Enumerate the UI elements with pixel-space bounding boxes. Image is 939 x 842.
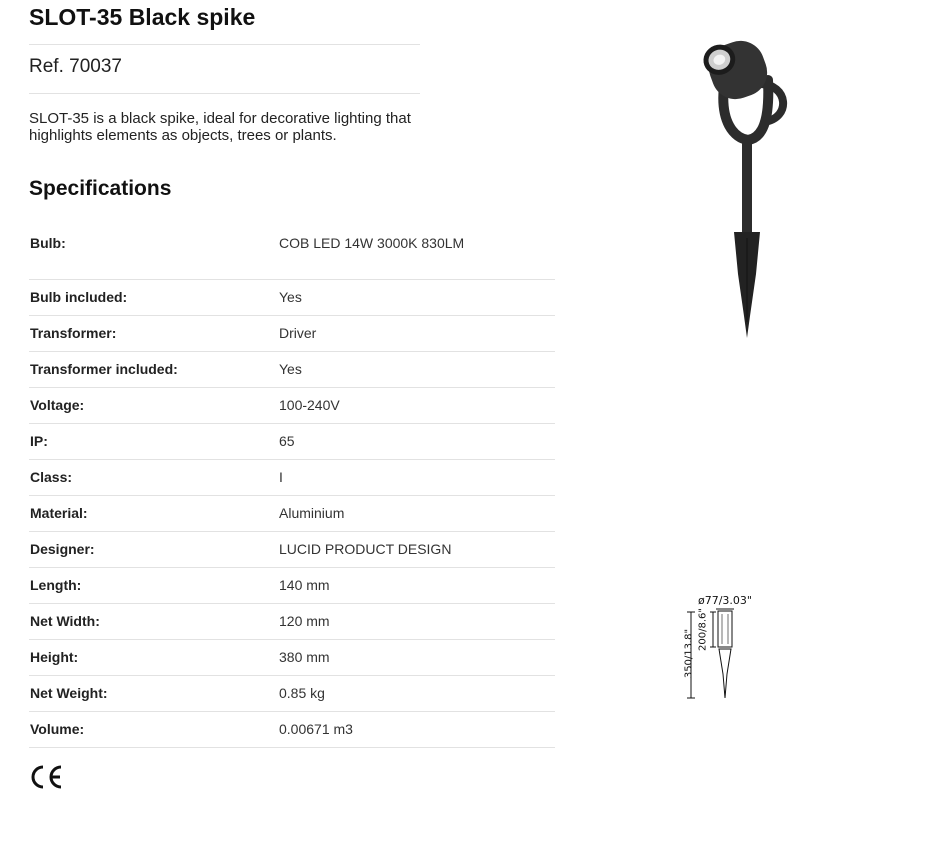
spec-label: Transformer included:	[30, 361, 178, 377]
spec-row-material	[29, 496, 555, 532]
spec-value: Aluminium	[279, 505, 345, 521]
spec-value: 0.00671 m3	[279, 721, 353, 737]
spec-value: COB LED 14W 3000K 830LM	[279, 235, 465, 251]
specifications-heading: Specifications	[29, 177, 172, 200]
spec-value: LUCID PRODUCT DESIGN	[279, 541, 452, 557]
spec-value: Yes	[279, 289, 302, 305]
spec-row-voltage	[29, 388, 555, 424]
spec-row-net-width	[29, 604, 555, 640]
spec-value: 140 mm	[279, 577, 330, 593]
spec-value: 0.85 kg	[279, 685, 325, 701]
spec-value: I	[279, 469, 283, 485]
dimension-total-height: 350/13.8"	[683, 628, 695, 679]
product-description: SLOT-35 is a black spike, ideal for decorative lighting that highlights elements as objects, trees or plants.	[29, 110, 411, 144]
spec-label: Length:	[30, 577, 82, 593]
spec-value: 120 mm	[279, 613, 330, 629]
spec-row-transformer	[29, 316, 555, 352]
product-title: SLOT-35 Black spike	[29, 4, 256, 30]
product-image	[690, 22, 800, 342]
spec-row-volume	[29, 712, 555, 748]
spec-label: Height:	[30, 649, 79, 665]
ce-mark-icon	[28, 764, 64, 790]
spec-label: Volume:	[30, 721, 85, 737]
spec-label: Bulb included:	[30, 289, 128, 305]
spec-label: Voltage:	[30, 397, 85, 413]
divider	[29, 93, 420, 94]
spec-row-net-weight	[29, 676, 555, 712]
product-reference: Ref. 70037	[29, 56, 122, 77]
spec-row-class	[29, 460, 555, 496]
spec-value: 100-240V	[279, 397, 340, 413]
divider	[29, 44, 420, 45]
spec-row-designer	[29, 532, 555, 568]
spec-row-ip	[29, 424, 555, 460]
spec-value: Driver	[279, 325, 317, 341]
spec-label: IP:	[30, 433, 48, 449]
dimension-head-height: 200/8.6"	[697, 608, 709, 651]
dimension-drawing	[678, 592, 768, 704]
spec-row-bulb	[29, 223, 555, 280]
spec-value: 65	[279, 433, 295, 449]
spec-label: Class:	[30, 469, 73, 485]
spec-value: 380 mm	[279, 649, 330, 665]
spec-label: Net Width:	[30, 613, 100, 629]
spec-row-height	[29, 640, 555, 676]
spec-row-length	[29, 568, 555, 604]
spec-label: Designer:	[30, 541, 95, 557]
spec-label: Transformer:	[30, 325, 117, 341]
spec-label: Material:	[30, 505, 88, 521]
spec-value: Yes	[279, 361, 302, 377]
spec-label: Bulb:	[30, 235, 66, 251]
specifications-table	[29, 223, 555, 748]
spec-row-bulb-included	[29, 280, 555, 316]
spec-row-transformer-included	[29, 352, 555, 388]
spec-label: Net Weight:	[30, 685, 108, 701]
dimension-diameter: ø77/3.03"	[698, 594, 752, 607]
